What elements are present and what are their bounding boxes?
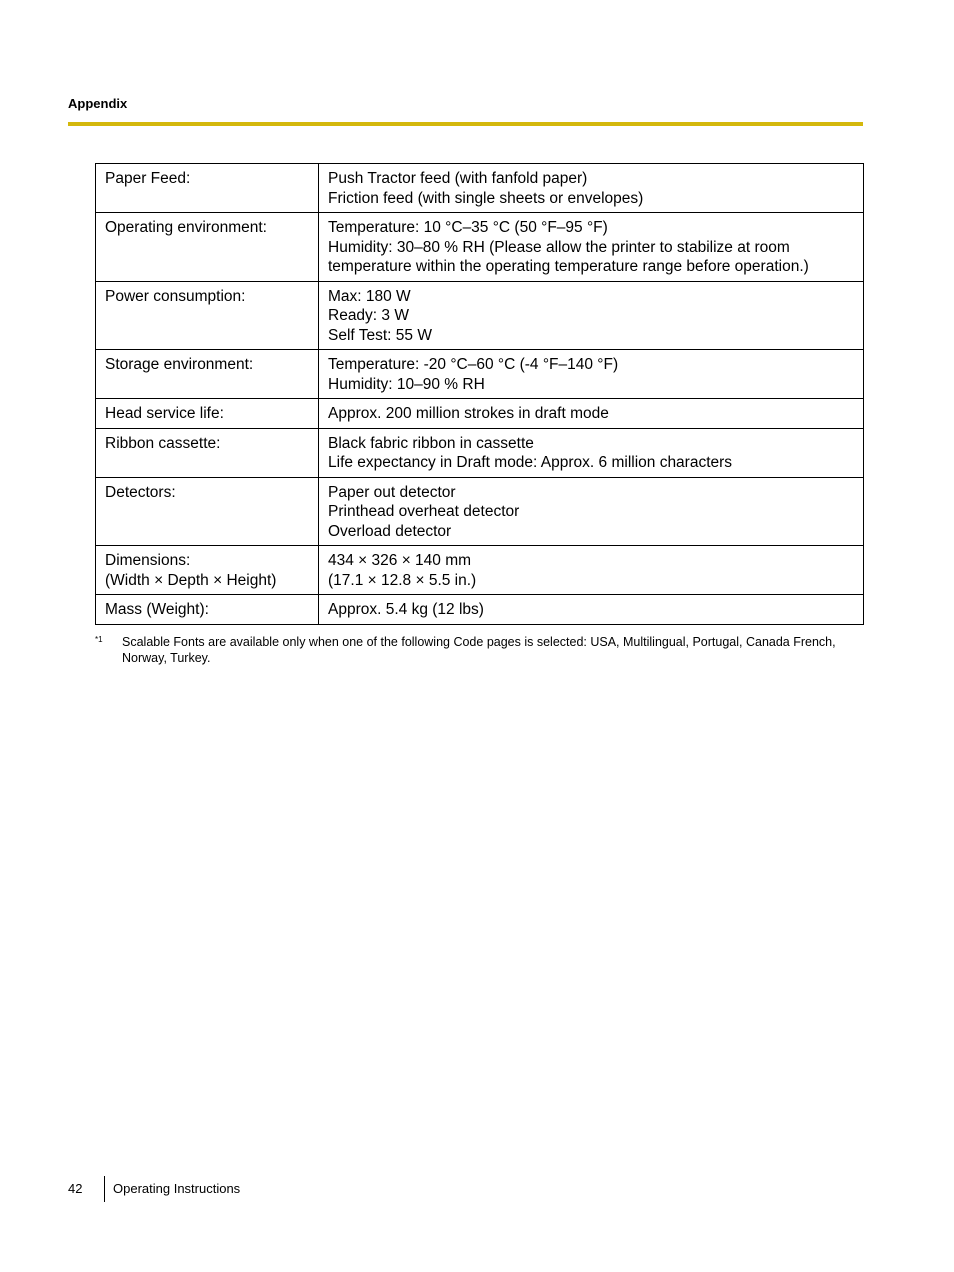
table-row [96, 350, 864, 399]
spec-label: (Width × Depth × Height) [105, 571, 277, 589]
spec-value-line: Black fabric ribbon in cassette [328, 434, 534, 452]
table-row [96, 164, 864, 213]
spec-label: Detectors: [105, 483, 176, 501]
spec-value-cell [319, 399, 864, 429]
page-number: 42 [68, 1181, 83, 1196]
spec-value-line: Push Tractor feed (with fanfold paper) [328, 170, 588, 187]
spec-value-cell [319, 595, 864, 625]
spec-value-cell [319, 477, 864, 546]
spec-label-cell [96, 213, 319, 282]
footnote-text: Scalable Fonts are available only when one of the following Code pages is selected: USA, Multilingual, Portugal, Canada French, Norway, Turkey. [122, 635, 836, 665]
specifications-table [95, 163, 864, 625]
table-row [96, 281, 864, 350]
spec-label: Mass (Weight): [105, 601, 209, 618]
spec-label-cell [96, 399, 319, 429]
spec-label-cell [96, 595, 319, 625]
footnote-marker: *1 [95, 635, 103, 644]
section-title: Appendix [68, 96, 128, 111]
table-row [96, 428, 864, 477]
spec-label-cell [96, 350, 319, 399]
spec-value-line: Temperature: -20 °C–60 °C (-4 °F–140 °F) [328, 356, 619, 373]
table-row [96, 213, 864, 282]
spec-value-line: temperature within the operating temperature range before operation.) [328, 258, 809, 275]
spec-value-cell [319, 546, 864, 595]
spec-label-cell [96, 477, 319, 546]
spec-value-cell [319, 350, 864, 399]
header-rule [68, 122, 863, 126]
table-row [96, 399, 864, 429]
spec-value-line: Paper out detector [328, 483, 456, 501]
spec-label: Ribbon cassette: [105, 434, 221, 452]
spec-value-line: Printhead overheat detector [328, 503, 520, 520]
spec-label-cell [96, 164, 319, 213]
spec-value-line: Approx. 200 million strokes in draft mode [328, 405, 609, 422]
spec-value-cell [319, 428, 864, 477]
spec-value-line: Overload detector [328, 522, 452, 540]
footer-divider [104, 1176, 105, 1202]
spec-label-cell [96, 546, 319, 595]
spec-label: Head service life: [105, 405, 224, 422]
table-row [96, 477, 864, 546]
spec-value-line: Approx. 5.4 kg (12 lbs) [328, 601, 484, 618]
spec-value-line: 434 × 326 × 140 mm [328, 552, 472, 569]
spec-value-line: Max: 180 W [328, 287, 411, 305]
spec-label: Power consumption: [105, 287, 246, 305]
spec-value-line: Humidity: 10–90 % RH [328, 375, 485, 393]
spec-value-line: Humidity: 30–80 % RH (Please allow the printer to stabilize at room [328, 238, 790, 256]
spec-value-line: Ready: 3 W [328, 307, 409, 324]
spec-value-line: Friction feed (with single sheets or envelopes) [328, 189, 644, 207]
spec-label: Storage environment: [105, 356, 254, 373]
table-row [96, 595, 864, 625]
spec-label: Dimensions: [105, 552, 191, 569]
spec-label: Operating environment: [105, 219, 267, 236]
spec-value-line: (17.1 × 12.8 × 5.5 in.) [328, 571, 477, 589]
spec-value-cell [319, 213, 864, 282]
footnote [95, 634, 865, 666]
spec-value-cell [319, 164, 864, 213]
table-row [96, 546, 864, 595]
spec-value-line: Self Test: 55 W [328, 326, 432, 344]
spec-value-cell [319, 281, 864, 350]
spec-value-line: Temperature: 10 °C–35 °C (50 °F–95 °F) [328, 219, 608, 236]
spec-label: Paper Feed: [105, 170, 191, 187]
document-title: Operating Instructions [113, 1181, 241, 1196]
spec-value-line: Life expectancy in Draft mode: Approx. 6 million characters [328, 454, 733, 471]
spec-label-cell [96, 281, 319, 350]
spec-label-cell [96, 428, 319, 477]
